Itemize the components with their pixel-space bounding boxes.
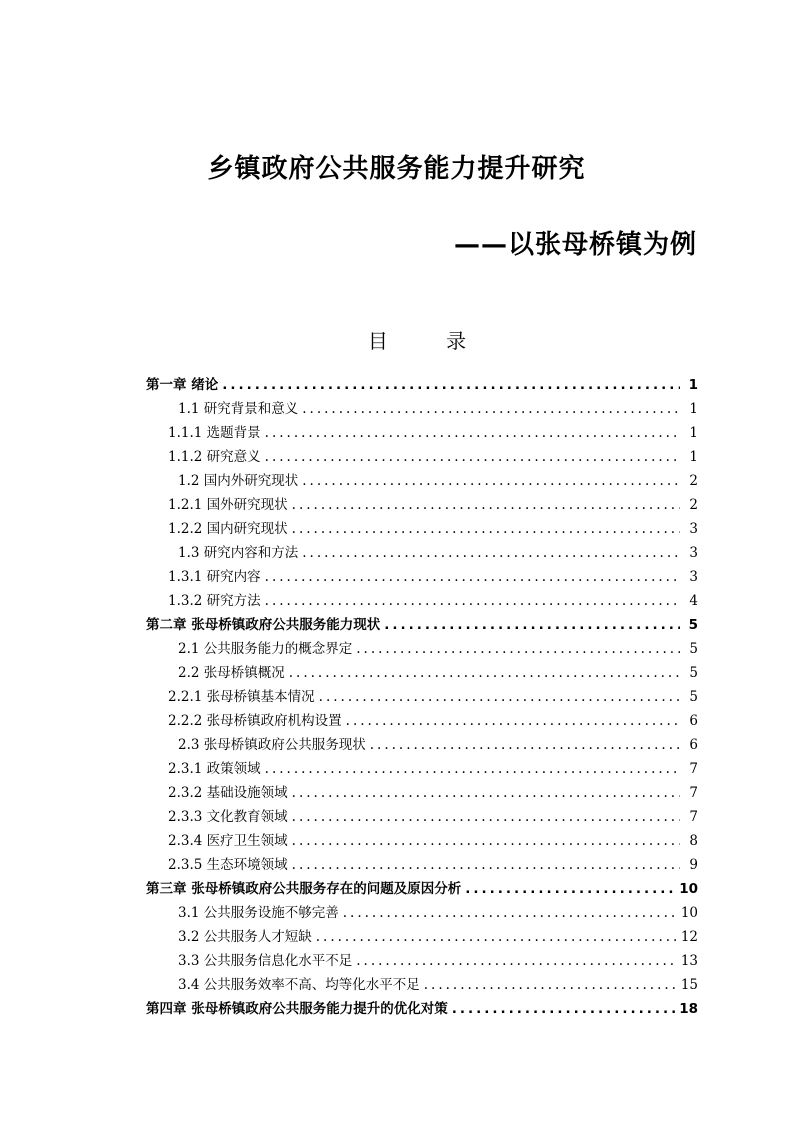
- toc-entry[interactable]: [146, 709, 698, 733]
- toc-entry-title: 1.3.2 研究方法: [168, 593, 261, 609]
- toc-entry[interactable]: [146, 637, 698, 661]
- table-of-contents: [146, 373, 698, 1021]
- toc-entry[interactable]: [146, 757, 698, 781]
- toc-dot-leader: [265, 421, 680, 445]
- toc-dot-leader: [292, 781, 680, 805]
- toc-dot-leader: [346, 709, 680, 733]
- toc-dot-leader: [302, 397, 680, 421]
- toc-heading: 目 录: [367, 329, 493, 353]
- toc-entry[interactable]: [146, 925, 698, 949]
- toc-page-number: 10: [679, 881, 698, 897]
- toc-page-number: 5: [688, 617, 698, 633]
- toc-page-number: 7: [689, 785, 698, 801]
- toc-entry-title: 2.2.1 张母桥镇基本情况: [168, 689, 315, 705]
- toc-entry-title: 1.1.1 选题背景: [168, 425, 261, 441]
- toc-entry-title: 3.4 公共服务效率不高、均等化水平不足: [178, 977, 420, 993]
- toc-dot-leader: [384, 613, 680, 637]
- toc-entry-title: 3.2 公共服务人才短缺: [178, 929, 312, 945]
- toc-entry[interactable]: [146, 493, 698, 517]
- toc-dot-leader: [452, 997, 676, 1021]
- document-subtitle: ——以张母桥镇为例: [453, 230, 697, 260]
- toc-page-number: 6: [689, 737, 698, 753]
- toc-entry-title: 3.3 公共服务信息化水平不足: [178, 953, 353, 969]
- toc-page-number: 12: [680, 929, 698, 945]
- toc-page-number: 7: [689, 761, 698, 777]
- toc-entry-title: 第二章 张母桥镇政府公共服务能力现状: [146, 617, 381, 633]
- toc-dot-leader: [424, 973, 677, 997]
- toc-entry[interactable]: [146, 853, 698, 877]
- toc-entry[interactable]: [146, 613, 698, 637]
- toc-page-number: 5: [689, 689, 698, 705]
- toc-entry-title: 2.2.2 张母桥镇政府机构设置: [168, 713, 342, 729]
- toc-entry[interactable]: [146, 565, 698, 589]
- toc-entry[interactable]: [146, 949, 698, 973]
- toc-page-number: 13: [680, 953, 698, 969]
- toc-dot-leader: [222, 373, 680, 397]
- toc-dot-leader: [292, 493, 680, 517]
- toc-entry[interactable]: [146, 733, 698, 757]
- toc-entry-title: 1.1 研究背景和意义: [178, 401, 299, 417]
- toc-page-number: 1: [689, 425, 698, 441]
- toc-dot-leader: [265, 565, 680, 589]
- toc-entry-title: 2.3.2 基础设施领域: [168, 785, 288, 801]
- toc-entry-title: 1.2.2 国内研究现状: [168, 521, 288, 537]
- toc-dot-leader: [316, 925, 677, 949]
- toc-entry[interactable]: [146, 397, 698, 421]
- toc-page-number: 8: [689, 833, 698, 849]
- toc-page-number: 15: [680, 977, 698, 993]
- toc-page-number: 2: [689, 497, 698, 513]
- toc-page-number: 5: [689, 641, 698, 657]
- toc-dot-leader: [356, 949, 677, 973]
- toc-entry[interactable]: [146, 829, 698, 853]
- toc-dot-leader: [292, 805, 680, 829]
- toc-entry[interactable]: [146, 997, 698, 1021]
- toc-page-number: 6: [689, 713, 698, 729]
- toc-page-number: 1: [689, 401, 698, 417]
- toc-page-number: 18: [679, 1001, 698, 1017]
- toc-entry[interactable]: [146, 541, 698, 565]
- toc-dot-leader: [302, 541, 680, 565]
- toc-entry[interactable]: [146, 589, 698, 613]
- toc-entry-title: 2.3.3 文化教育领域: [168, 809, 288, 825]
- toc-page-number: 5: [689, 665, 698, 681]
- toc-dot-leader: [343, 901, 677, 925]
- toc-entry-title: 1.3.1 研究内容: [168, 569, 261, 585]
- toc-entry-title: 第一章 绪论: [146, 377, 219, 393]
- toc-entry-title: 2.3.1 政策领域: [168, 761, 261, 777]
- toc-entry-title: 3.1 公共服务设施不够完善: [178, 905, 339, 921]
- toc-dot-leader: [319, 685, 680, 709]
- toc-entry[interactable]: [146, 901, 698, 925]
- toc-entry-title: 第三章 张母桥镇政府公共服务存在的问题及原因分析: [146, 881, 462, 897]
- toc-page-number: 1: [689, 449, 698, 465]
- toc-entry-title: 2.3.5 生态环境领域: [168, 857, 288, 873]
- toc-entry[interactable]: [146, 421, 698, 445]
- toc-dot-leader: [289, 661, 680, 685]
- toc-entry[interactable]: [146, 373, 698, 397]
- toc-entry-title: 1.1.2 研究意义: [168, 449, 261, 465]
- toc-page-number: 9: [689, 857, 698, 873]
- toc-entry[interactable]: [146, 685, 698, 709]
- toc-entry-title: 2.3 张母桥镇政府公共服务现状: [178, 737, 366, 753]
- toc-page-number: 3: [689, 545, 698, 561]
- toc-page-number: 3: [689, 569, 698, 585]
- toc-entry-title: 1.2 国内外研究现状: [178, 473, 299, 489]
- toc-entry[interactable]: [146, 781, 698, 805]
- toc-entry-title: 2.1 公共服务能力的概念界定: [178, 641, 353, 657]
- toc-page-number: 3: [689, 521, 698, 537]
- toc-entry-title: 1.3 研究内容和方法: [178, 545, 299, 561]
- toc-dot-leader: [265, 589, 680, 613]
- toc-dot-leader: [370, 733, 680, 757]
- toc-entry[interactable]: [146, 973, 698, 997]
- toc-page-number: 2: [689, 473, 698, 489]
- toc-dot-leader: [292, 853, 680, 877]
- toc-dot-leader: [292, 517, 680, 541]
- toc-dot-leader: [265, 757, 680, 781]
- toc-entry[interactable]: [146, 517, 698, 541]
- toc-entry-title: 2.3.4 医疗卫生领域: [168, 833, 288, 849]
- toc-dot-leader: [356, 637, 680, 661]
- toc-dot-leader: [302, 469, 680, 493]
- toc-entry-title: 第四章 张母桥镇政府公共服务能力提升的优化对策: [146, 1001, 448, 1017]
- toc-entry[interactable]: [146, 661, 698, 685]
- toc-page-number: 7: [689, 809, 698, 825]
- toc-entry[interactable]: [146, 877, 698, 901]
- toc-entry[interactable]: [146, 805, 698, 829]
- toc-entry[interactable]: [146, 445, 698, 469]
- toc-page-number: 1: [688, 377, 698, 393]
- toc-entry-title: 2.2 张母桥镇概况: [178, 665, 285, 681]
- toc-page-number: 4: [689, 593, 698, 609]
- toc-entry-title: 1.2.1 国外研究现状: [168, 497, 288, 513]
- toc-page-number: 10: [680, 905, 698, 921]
- toc-dot-leader: [265, 445, 680, 469]
- toc-dot-leader: [292, 829, 680, 853]
- toc-entry[interactable]: [146, 469, 698, 493]
- document-title: 乡镇政府公共服务能力提升研究: [207, 154, 586, 184]
- toc-dot-leader: [465, 877, 675, 901]
